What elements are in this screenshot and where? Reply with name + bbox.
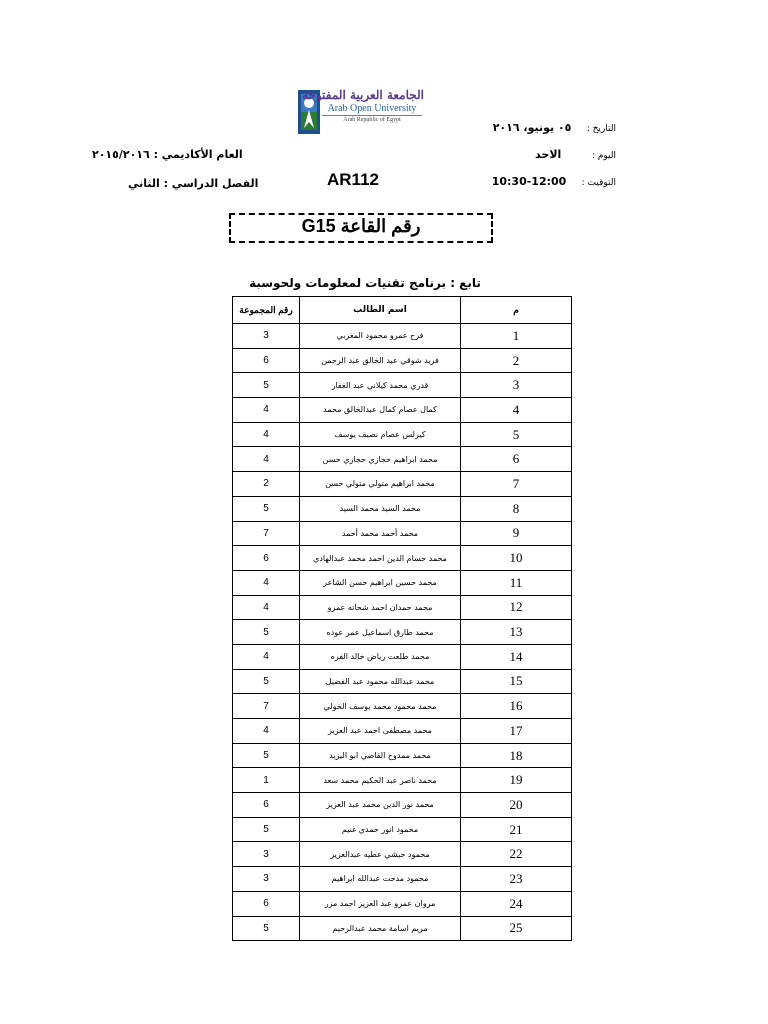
table-row <box>233 373 572 398</box>
table-row <box>233 521 572 546</box>
cell-group: 6 <box>233 348 300 373</box>
header-student-name: اسم الطالب <box>300 297 461 324</box>
academic-year: العام الأكاديمي : ٢٠١٥/٢٠١٦ <box>92 148 243 161</box>
cell-index: 22 <box>461 842 572 867</box>
cell-group: 5 <box>233 496 300 521</box>
logo-country: Arab Republic of Egypt <box>343 117 401 123</box>
cell-group: 5 <box>233 817 300 842</box>
cell-index: 6 <box>461 447 572 472</box>
cell-index: 19 <box>461 768 572 793</box>
day-line <box>535 148 616 161</box>
table-header-row <box>233 297 572 324</box>
cell-group: 4 <box>233 422 300 447</box>
table-row <box>233 719 572 744</box>
cell-student-name: محمد حمدان احمد شحاته عمرو <box>300 595 461 620</box>
cell-student-name: قدري محمد كيلاني عبد الغفار <box>300 373 461 398</box>
table-row <box>233 644 572 669</box>
table-row <box>233 669 572 694</box>
time-label: التوقيت : <box>581 178 616 188</box>
cell-group: 6 <box>233 546 300 571</box>
cell-student-name: محمد نور الدين محمد عبد العزيز <box>300 793 461 818</box>
cell-group: 6 <box>233 891 300 916</box>
cell-student-name: محمد محمود محمد يوسف الخولي <box>300 694 461 719</box>
cell-student-name: محمد ناصر عبد الحكيم محمد سعد <box>300 768 461 793</box>
cell-student-name: محمد السيد محمد السيد <box>300 496 461 521</box>
date-line <box>493 121 616 134</box>
cell-group: 7 <box>233 521 300 546</box>
cell-student-name: كيرلس عصام نصيف يوسف <box>300 422 461 447</box>
cell-group: 2 <box>233 472 300 497</box>
cell-index: 4 <box>461 398 572 423</box>
cell-index: 7 <box>461 472 572 497</box>
cell-student-name: كمال عصام كمال عبدالخالق محمد <box>300 398 461 423</box>
cell-group: 4 <box>233 719 300 744</box>
table-row <box>233 916 572 941</box>
cell-group: 4 <box>233 595 300 620</box>
cell-student-name: محمد طارق اسماعيل عمر عوده <box>300 620 461 645</box>
cell-student-name: محمد مصطفى احمد عبد العزيز <box>300 719 461 744</box>
cell-student-name: محمد ممدوح القاضي ابو اليزيد <box>300 743 461 768</box>
table-row <box>233 793 572 818</box>
date-value: ٠٥ يونيو، ٢٠١٦ <box>492 121 572 134</box>
header-index: م <box>461 297 572 324</box>
cell-group: 4 <box>233 398 300 423</box>
cell-group: 5 <box>233 620 300 645</box>
table-row <box>233 595 572 620</box>
cell-student-name: محمد عبدالله محمود عبد الفضيل <box>300 669 461 694</box>
cell-index: 15 <box>461 669 572 694</box>
cell-student-name: مريم اسامة محمد عبدالرحيم <box>300 916 461 941</box>
cell-group: 3 <box>233 867 300 892</box>
cell-student-name: محمد أحمد محمد أحمد <box>300 521 461 546</box>
time-line <box>492 175 616 188</box>
course-code: AR112 <box>327 170 379 189</box>
cell-index: 3 <box>461 373 572 398</box>
table-row <box>233 570 572 595</box>
table-row <box>233 546 572 571</box>
table-row <box>233 891 572 916</box>
cell-group: 3 <box>233 842 300 867</box>
table-row <box>233 472 572 497</box>
cell-student-name: محمد طلعت رياض خالد الفره <box>300 644 461 669</box>
cell-student-name: محمود حبشي عطيه عبدالعزيز <box>300 842 461 867</box>
cell-group: 5 <box>233 373 300 398</box>
cell-index: 21 <box>461 817 572 842</box>
cell-index: 11 <box>461 570 572 595</box>
university-logo <box>298 88 424 140</box>
logo-divider <box>322 115 422 116</box>
day-value: الاحد <box>535 148 562 161</box>
cell-index: 20 <box>461 793 572 818</box>
table-row <box>233 398 572 423</box>
cell-group: 4 <box>233 570 300 595</box>
date-label: التاريخ : <box>586 124 616 134</box>
cell-group: 1 <box>233 768 300 793</box>
table-row <box>233 620 572 645</box>
cell-student-name: محمد ابراهيم متولي متولي حسن <box>300 472 461 497</box>
table-row <box>233 496 572 521</box>
cell-student-name: محمود مدحت عبدالله ابراهيم <box>300 867 461 892</box>
logo-arabic-name: الجامعة العربية المفتوحة <box>302 88 424 102</box>
cell-index: 16 <box>461 694 572 719</box>
table-row <box>233 842 572 867</box>
cell-index: 1 <box>461 324 572 349</box>
cell-index: 14 <box>461 644 572 669</box>
program-title: تابع : برنامج تقنيات لمعلومات ولحوسبة <box>249 276 481 290</box>
cell-student-name: مروان عمرو عبد العزيز احمد مزر <box>300 891 461 916</box>
cell-student-name: فريد شوقي عبد الخالق عبد الرحمن <box>300 348 461 373</box>
cell-index: 8 <box>461 496 572 521</box>
cell-index: 24 <box>461 891 572 916</box>
cell-index: 9 <box>461 521 572 546</box>
cell-student-name: محمد حسين ابراهيم حسن الشاعر <box>300 570 461 595</box>
cell-group: 7 <box>233 694 300 719</box>
student-roster-table <box>232 296 572 941</box>
cell-index: 2 <box>461 348 572 373</box>
cell-index: 17 <box>461 719 572 744</box>
table-row <box>233 867 572 892</box>
cell-group: 4 <box>233 447 300 472</box>
room-number: رقم القاعة G15 <box>301 216 421 236</box>
day-label: اليوم : <box>591 151 616 161</box>
logo-english-name: Arab Open University <box>327 103 417 114</box>
table-row <box>233 743 572 768</box>
cell-student-name: محمود انور حمدي غنيم <box>300 817 461 842</box>
cell-group: 5 <box>233 669 300 694</box>
cell-group: 5 <box>233 743 300 768</box>
table-row <box>233 348 572 373</box>
table-row <box>233 324 572 349</box>
room-number-box <box>229 213 493 243</box>
table-row <box>233 768 572 793</box>
table-row <box>233 447 572 472</box>
semester: الفصل الدراسي : الثاني <box>128 177 259 190</box>
cell-student-name: محمد حسام الدين احمد محمد عبدالهادي <box>300 546 461 571</box>
cell-group: 6 <box>233 793 300 818</box>
table-row <box>233 422 572 447</box>
cell-group: 4 <box>233 644 300 669</box>
cell-index: 25 <box>461 916 572 941</box>
cell-index: 18 <box>461 743 572 768</box>
table-row <box>233 694 572 719</box>
header-group: رقم المجموعة <box>233 297 300 324</box>
cell-index: 13 <box>461 620 572 645</box>
cell-group: 5 <box>233 916 300 941</box>
cell-index: 12 <box>461 595 572 620</box>
table-row <box>233 817 572 842</box>
cell-student-name: فرح عمرو محمود المغربي <box>300 324 461 349</box>
cell-index: 5 <box>461 422 572 447</box>
cell-index: 23 <box>461 867 572 892</box>
cell-group: 3 <box>233 324 300 349</box>
cell-student-name: محمد ابراهيم حجازي حجازي حسن <box>300 447 461 472</box>
cell-index: 10 <box>461 546 572 571</box>
time-value: 10:30-12:00 <box>491 175 567 188</box>
